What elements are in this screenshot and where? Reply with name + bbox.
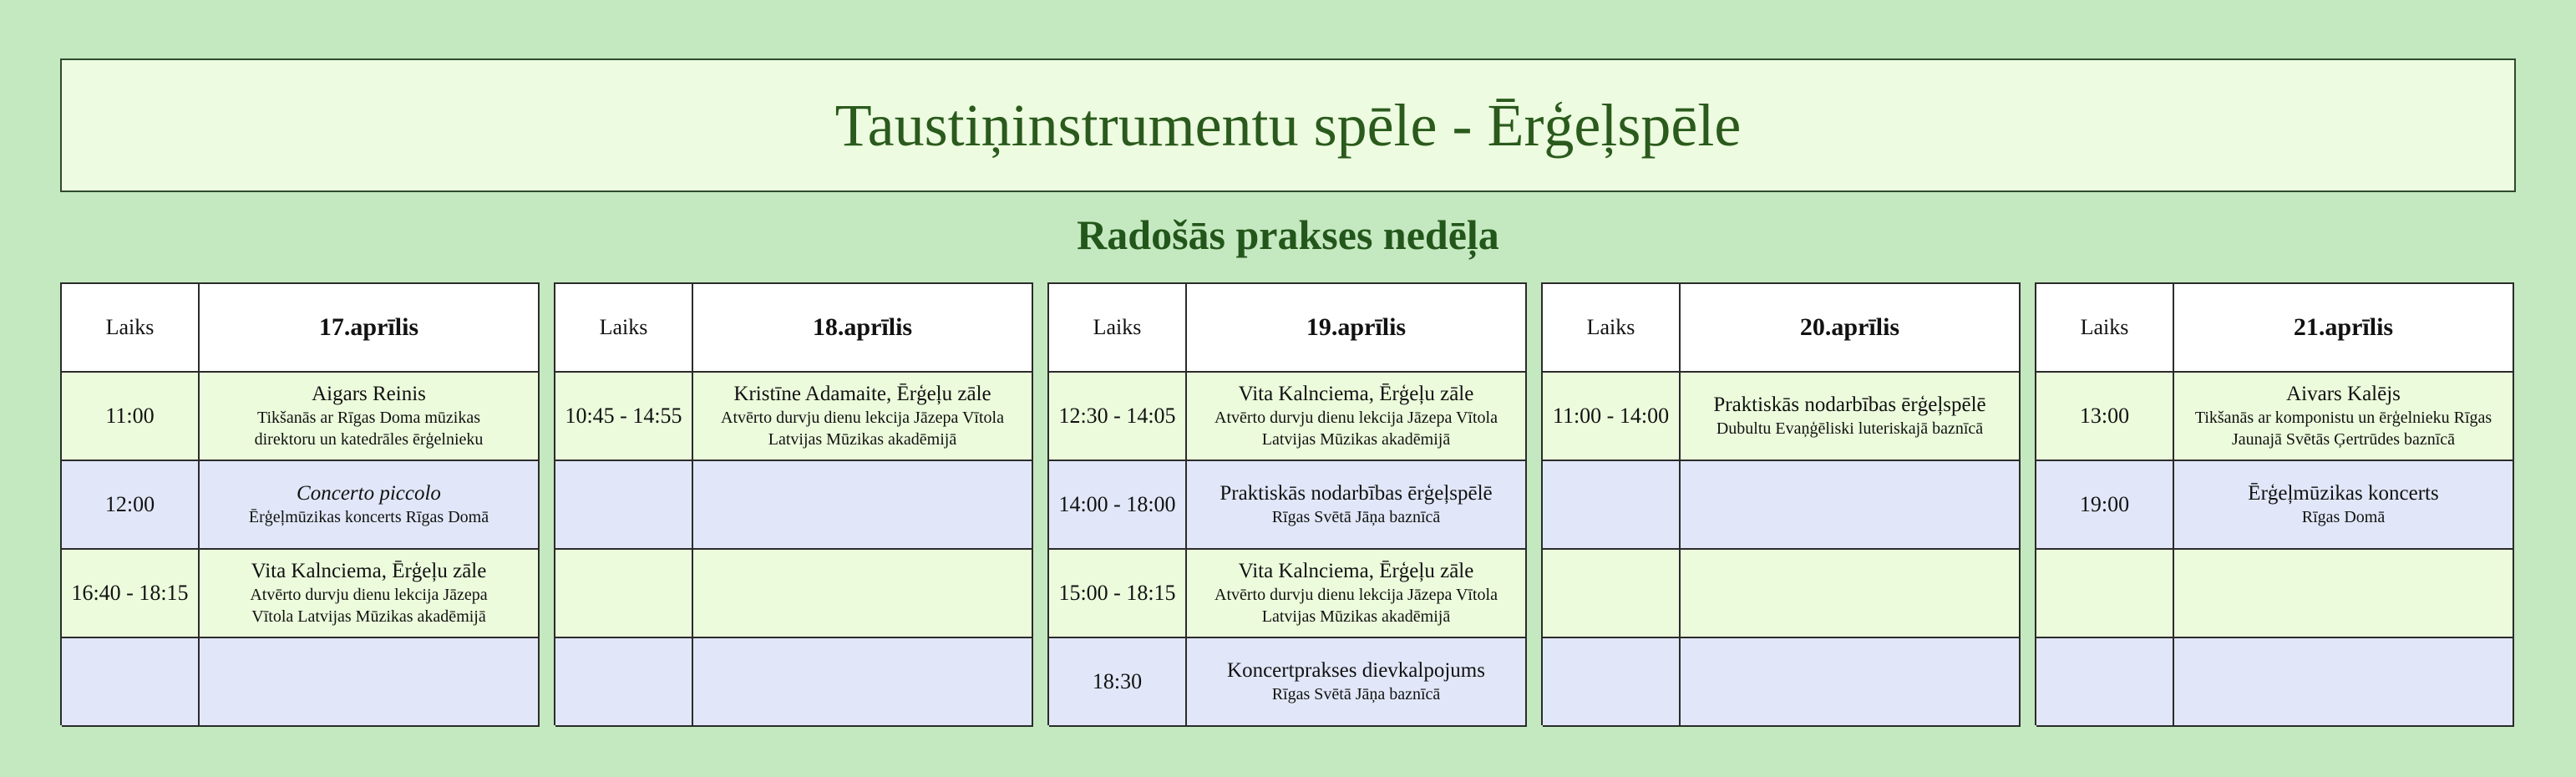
event-cell bbox=[2174, 461, 2514, 550]
event-cell bbox=[2174, 373, 2514, 461]
time-cell bbox=[1543, 638, 1681, 727]
event-details: Tikšanās ar komponistu un ērģelnieku Rīgas Jaunajā Svētās Ģertrūdes baznīcā bbox=[2194, 408, 2492, 449]
time-cell: 11:00 bbox=[62, 373, 200, 461]
page-title: Taustiņinstrumentu spēle - Ērģeļspēle bbox=[834, 91, 1742, 159]
time-cell bbox=[555, 461, 693, 550]
event-cell bbox=[200, 373, 540, 461]
time-cell: 15:00 - 18:15 bbox=[1049, 550, 1187, 638]
day-table bbox=[2035, 282, 2514, 725]
event-title: Koncertprakses dievkalpojums bbox=[1227, 659, 1485, 683]
date-header: 19.aprīlis bbox=[1187, 284, 1527, 373]
event-cell bbox=[1681, 461, 2021, 550]
event-title: Praktiskās nodarbības ērģeļspēlē bbox=[1713, 394, 1986, 417]
event-title: Ērģeļmūzikas koncerts bbox=[2248, 482, 2439, 505]
time-column-header: Laiks bbox=[555, 284, 693, 373]
event-cell bbox=[200, 461, 540, 550]
event-cell bbox=[1681, 638, 2021, 727]
event-title: Vita Kalnciema, Ērģeļu zāle bbox=[251, 560, 487, 583]
event-title: Vita Kalnciema, Ērģeļu zāle bbox=[1238, 383, 1474, 406]
event-title: Aigars Reinis bbox=[312, 383, 426, 406]
time-cell bbox=[555, 638, 693, 727]
time-cell bbox=[1543, 461, 1681, 550]
time-column-header: Laiks bbox=[1049, 284, 1187, 373]
time-cell: 11:00 - 14:00 bbox=[1543, 373, 1681, 461]
time-cell: 18:30 bbox=[1049, 638, 1187, 727]
event-cell bbox=[2174, 638, 2514, 727]
event-cell bbox=[200, 638, 540, 727]
time-cell: 16:40 - 18:15 bbox=[62, 550, 200, 638]
time-cell: 19:00 bbox=[2036, 461, 2174, 550]
time-cell: 13:00 bbox=[2036, 373, 2174, 461]
event-title: Vita Kalnciema, Ērģeļu zāle bbox=[1238, 560, 1474, 583]
date-header: 21.aprīlis bbox=[2174, 284, 2514, 373]
event-cell bbox=[200, 550, 540, 638]
day-table bbox=[1047, 282, 1527, 725]
time-column-header: Laiks bbox=[62, 284, 200, 373]
event-cell bbox=[693, 638, 1033, 727]
schedule-grid bbox=[60, 282, 2516, 725]
event-cell bbox=[1681, 550, 2021, 638]
event-title: Aivars Kalējs bbox=[2286, 383, 2401, 406]
day-table bbox=[554, 282, 1033, 725]
event-cell bbox=[1681, 373, 2021, 461]
day-table bbox=[1541, 282, 2021, 725]
time-cell bbox=[555, 550, 693, 638]
event-details: Dubultu Evaņģēliski luteriskajā baznīcā bbox=[1716, 419, 1984, 438]
time-cell bbox=[62, 638, 200, 727]
event-details: Rīgas Domā bbox=[2301, 507, 2386, 526]
event-title: Kristīne Adamaite, Ērģeļu zāle bbox=[733, 383, 991, 406]
event-title: Concerto piccolo bbox=[297, 482, 441, 505]
event-cell bbox=[1187, 638, 1527, 727]
time-cell: 12:00 bbox=[62, 461, 200, 550]
event-details: Atvērto durvju dienu lekcija Jāzepa Vītola Latvijas Mūzikas akadēmijā bbox=[1214, 408, 1498, 449]
event-details: Ērģeļmūzikas koncerts Rīgas Domā bbox=[248, 507, 489, 526]
time-column-header: Laiks bbox=[1543, 284, 1681, 373]
event-cell bbox=[693, 373, 1033, 461]
event-details: Tikšanās ar Rīgas Doma mūzikas direktoru un katedrāles ērģelnieku bbox=[254, 408, 484, 449]
date-header: 17.aprīlis bbox=[200, 284, 540, 373]
event-details: Atvērto durvju dienu lekcija Jāzepa Vītola Latvijas Mūzikas akadēmijā bbox=[250, 585, 488, 626]
time-cell bbox=[2036, 550, 2174, 638]
event-details: Atvērto durvju dienu lekcija Jāzepa Vītola Latvijas Mūzikas akadēmijā bbox=[721, 408, 1004, 449]
event-details: Rīgas Svētā Jāņa baznīcā bbox=[1271, 684, 1441, 703]
date-header: 20.aprīlis bbox=[1681, 284, 2021, 373]
day-table bbox=[60, 282, 540, 725]
event-cell bbox=[693, 461, 1033, 550]
time-cell bbox=[1543, 550, 1681, 638]
time-cell: 12:30 - 14:05 bbox=[1049, 373, 1187, 461]
event-details: Atvērto durvju dienu lekcija Jāzepa Vītola Latvijas Mūzikas akadēmijā bbox=[1214, 585, 1498, 626]
title-banner bbox=[60, 58, 2516, 192]
event-title: Praktiskās nodarbības ērģeļspēlē bbox=[1220, 482, 1493, 505]
event-cell bbox=[1187, 461, 1527, 550]
event-cell bbox=[2174, 550, 2514, 638]
time-cell: 10:45 - 14:55 bbox=[555, 373, 693, 461]
date-header: 18.aprīlis bbox=[693, 284, 1033, 373]
time-cell bbox=[2036, 638, 2174, 727]
event-details: Rīgas Svētā Jāņa baznīcā bbox=[1271, 507, 1441, 526]
event-cell bbox=[693, 550, 1033, 638]
page-subtitle: Radošās prakses nedēļa bbox=[1077, 211, 1499, 258]
event-cell bbox=[1187, 550, 1527, 638]
event-cell bbox=[1187, 373, 1527, 461]
time-cell: 14:00 - 18:00 bbox=[1049, 461, 1187, 550]
time-column-header: Laiks bbox=[2036, 284, 2174, 373]
